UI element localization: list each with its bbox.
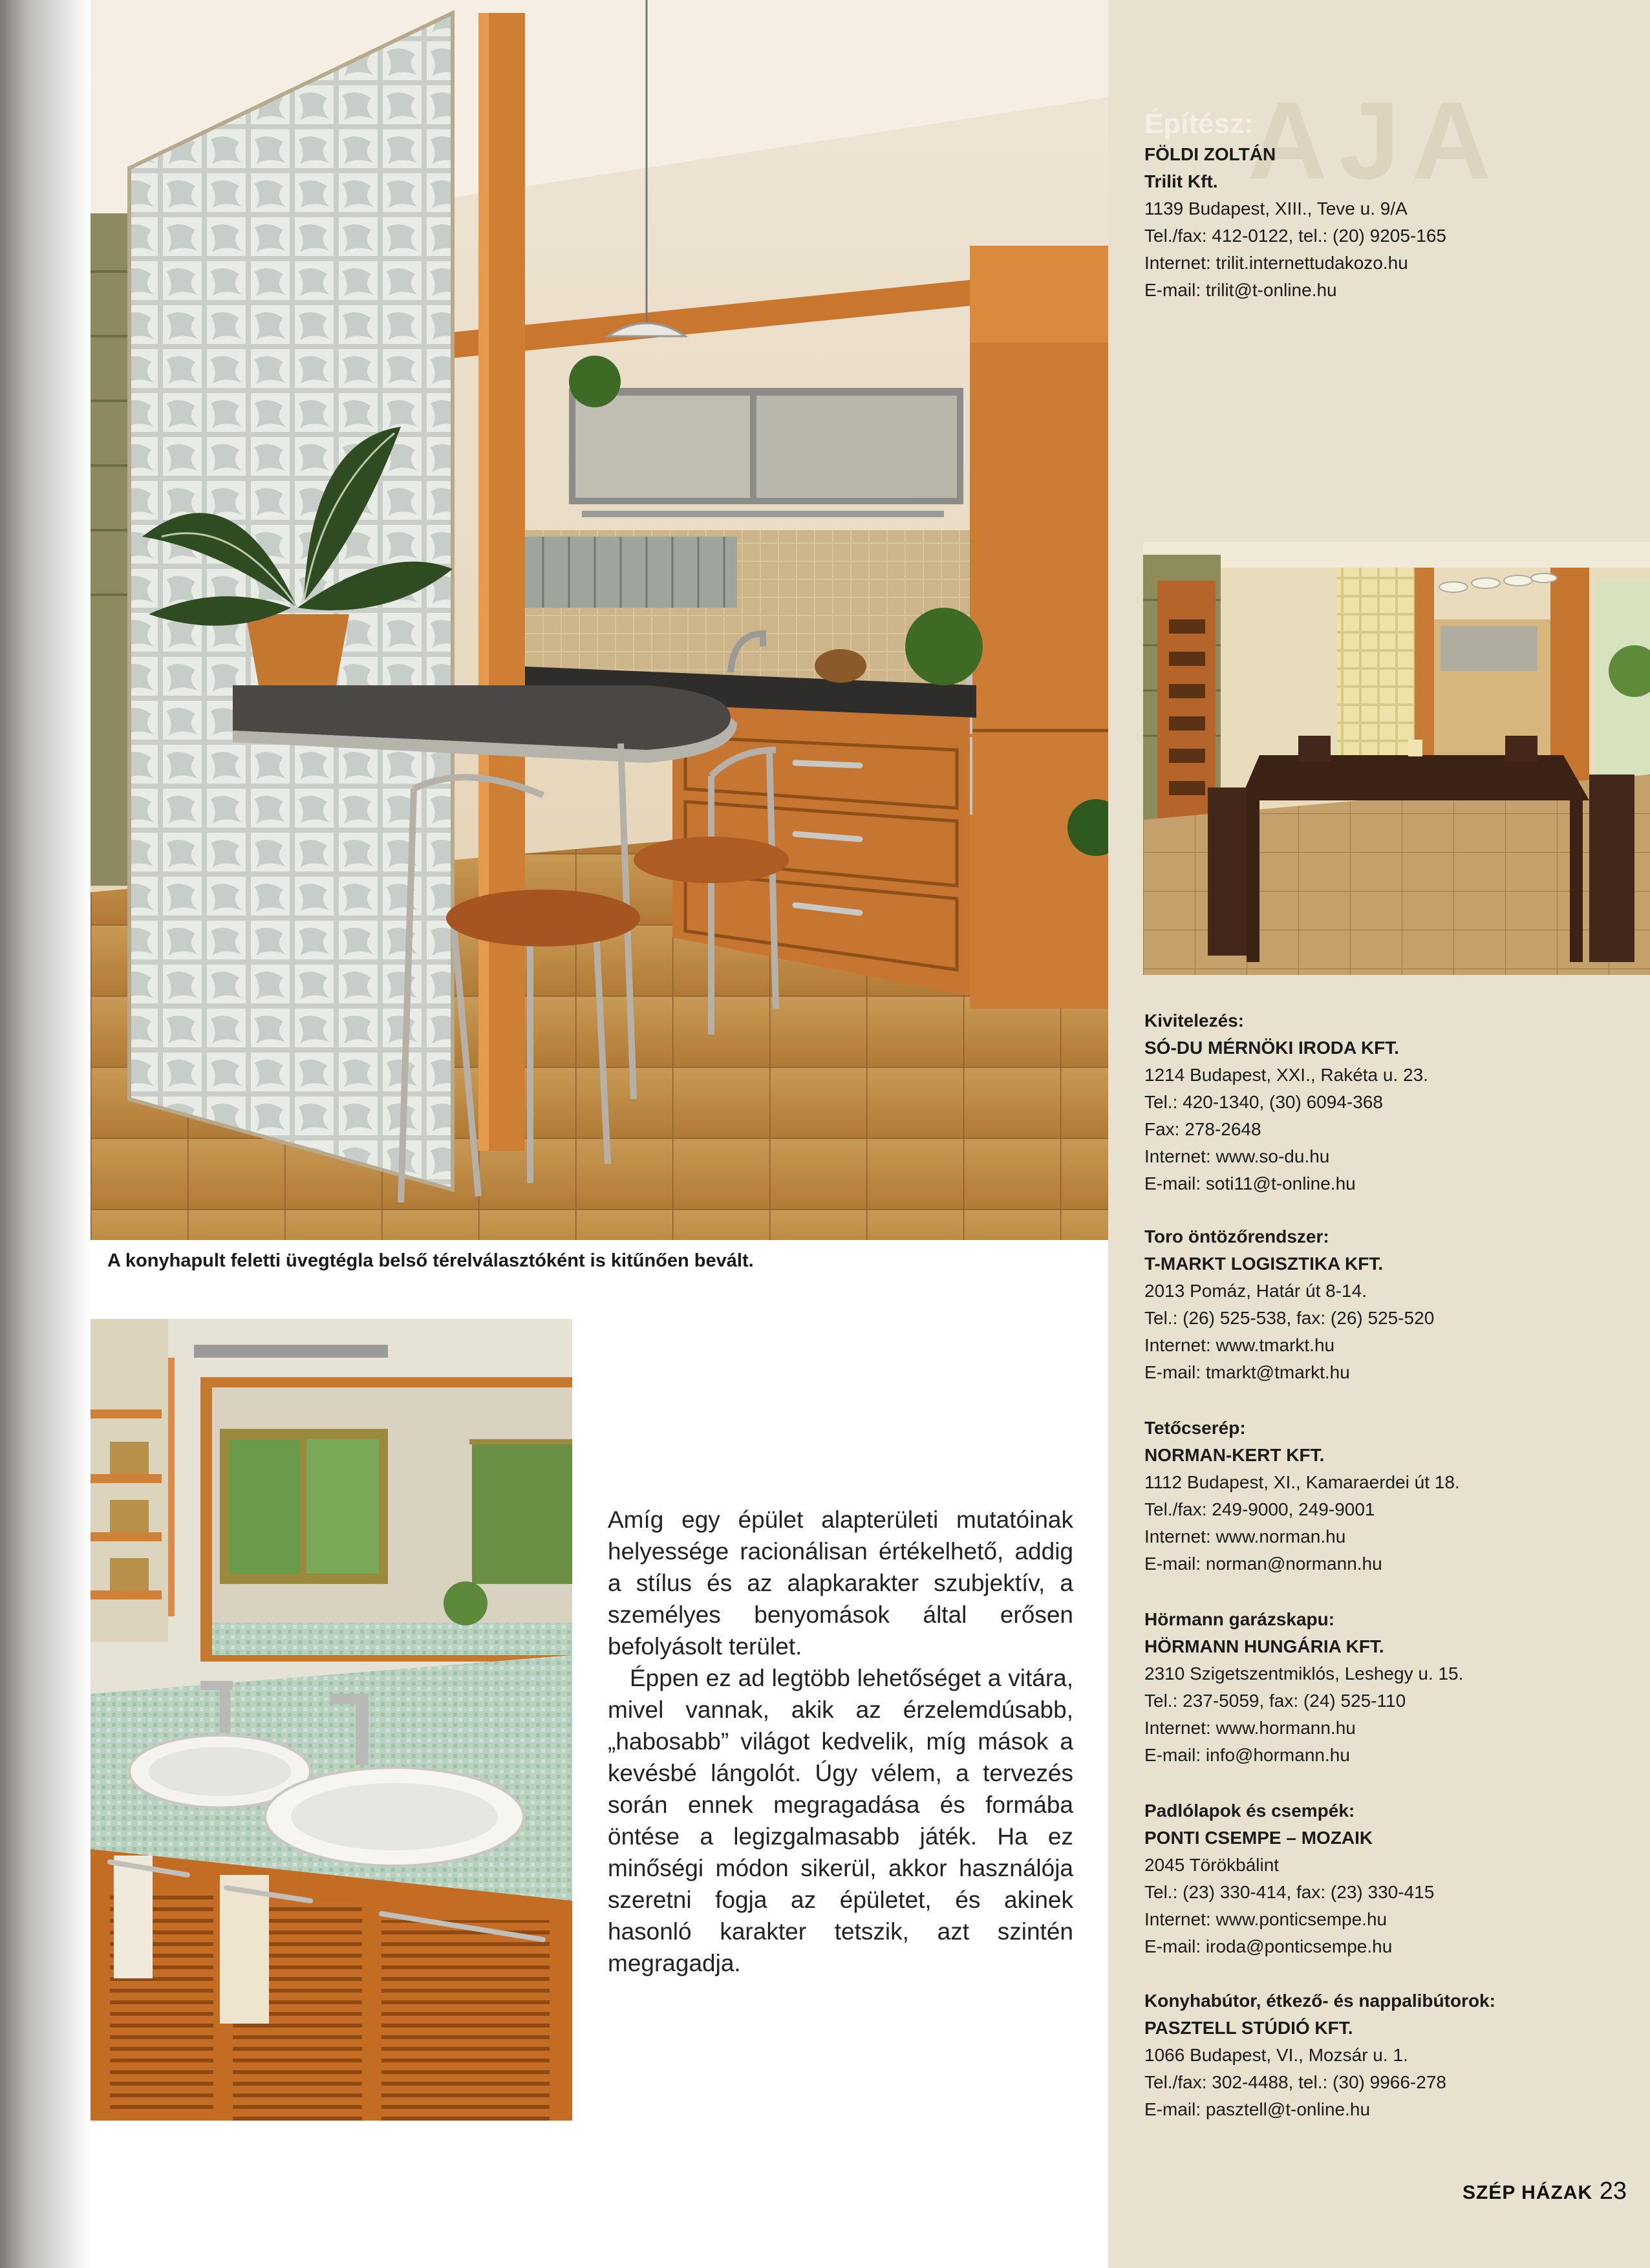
dining-room-photo [1143, 542, 1650, 975]
kitchen-caption: A konyhapult feletti üvegtégla belső térelválasztóként is kitűnően bevált. [107, 1250, 754, 1271]
page-footer [1462, 2177, 1627, 2205]
credit-company: T-MARKT LOGISZTIKA KFT. [1144, 1254, 1384, 1274]
credit-line: Internet: www.hormann.hu [1144, 1718, 1356, 1738]
credit-company: PASZTELL STÚDIÓ KFT. [1144, 2018, 1353, 2038]
credit-heading: Tetőcserép: [1144, 1418, 1246, 1438]
credit-company: HÖRMANN HUNGÁRIA KFT. [1144, 1636, 1384, 1656]
credit-company: PONTI CSEMPE – MOZAIK [1144, 1828, 1373, 1848]
article-body [608, 1504, 1073, 1979]
bathroom-photo [91, 1319, 572, 2121]
architect-company: Trilit Kft. [1144, 171, 1218, 191]
credit-line: Internet: www.tmarkt.hu [1144, 1335, 1335, 1355]
architect-credit [1144, 107, 1446, 304]
credit-line: E-mail: tmarkt@tmarkt.hu [1144, 1362, 1350, 1382]
credit-line: Fax: 278-2648 [1144, 1119, 1261, 1139]
magazine-name: SZÉP HÁZAK [1462, 2182, 1593, 2203]
credit-line: Tel.: (26) 525-538, fax: (26) 525-520 [1144, 1308, 1435, 1328]
credit-line: Tel.: (23) 330-414, fax: (23) 330-415 [1144, 1882, 1435, 1902]
page-gutter-shadow [0, 0, 91, 2268]
credit-block [1144, 1415, 1460, 1578]
credit-line: 2045 Törökbálint [1144, 1855, 1280, 1875]
credit-line: Tel./fax: 249-9000, 249-9001 [1144, 1499, 1375, 1519]
credit-heading: Toro öntözőrendszer: [1144, 1226, 1329, 1246]
body-paragraph: Amíg egy épület alapterületi mutatóinak helyessége racionálisan értékelhető, addig a stílus és az alapkarakter szubjektív, a személyes benyomások által erősen befolyásolt terület. [608, 1506, 1073, 1660]
credit-line: Internet: www.norman.hu [1144, 1526, 1346, 1546]
credit-heading: Kivitelezés: [1144, 1011, 1245, 1031]
credit-line: E-mail: soti11@t-online.hu [1144, 1173, 1356, 1193]
credit-company: NORMAN-KERT KFT. [1144, 1445, 1325, 1465]
credit-block [1144, 1606, 1463, 1769]
credit-line: E-mail: pasztell@t-online.hu [1144, 2099, 1371, 2119]
architect-name: FÖLDI ZOLTÁN [1144, 144, 1276, 164]
credit-line: 2310 Szigetszentmiklós, Leshegy u. 15. [1144, 1664, 1464, 1684]
credit-block [1144, 1223, 1434, 1386]
credit-line: 1066 Budapest, VI., Mozsár u. 1. [1144, 2045, 1408, 2065]
architect-line: 1139 Budapest, XIII., Teve u. 9/A [1144, 198, 1408, 219]
credit-line: Tel.: 420-1340, (30) 6094-368 [1144, 1092, 1383, 1112]
credit-heading: Konyhabútor, étkező- és nappalibútorok: [1144, 1991, 1495, 2011]
credit-line: E-mail: norman@normann.hu [1144, 1554, 1382, 1574]
credit-line: 2013 Pomáz, Határ út 8-14. [1144, 1281, 1367, 1301]
ghost-watermark-letters: AJA [1248, 80, 1503, 202]
credit-line: Internet: www.ponticsempe.hu [1144, 1909, 1388, 1929]
credit-heading: Padlólapok és csempék: [1144, 1801, 1355, 1821]
credit-line: 1112 Budapest, XI., Kamaraerdei út 18. [1144, 1472, 1460, 1492]
credit-line: Tel.: 237-5059, fax: (24) 525-110 [1144, 1691, 1406, 1711]
kitchen-photo [91, 0, 1108, 1240]
credit-line: Tel./fax: 302-4488, tel.: (30) 9966-278 [1144, 2072, 1446, 2092]
credit-block [1144, 1987, 1495, 2123]
architect-heading: Építész: [1144, 108, 1254, 140]
credit-line: Internet: www.so-du.hu [1144, 1146, 1330, 1166]
credit-heading: Hörmann garázskapu: [1144, 1609, 1335, 1629]
credit-line: E-mail: info@hormann.hu [1144, 1745, 1350, 1765]
credit-company: SÓ-DU MÉRNÖKI IRODA KFT. [1144, 1038, 1400, 1058]
architect-line: Internet: trilit.internettudakozo.hu [1144, 253, 1408, 273]
architect-line: E-mail: trilit@t-online.hu [1144, 280, 1337, 300]
credit-block [1144, 1007, 1428, 1197]
credit-block [1144, 1797, 1434, 1960]
body-paragraph: Éppen ez ad legtöbb lehetőséget a vitára, mivel vannak, akik az érzelemdúsabb, „habosabb” világot kedvelik, míg mások a kevésbé lángolót. Úgy vélem, a tervezés során ennek megragadása és formába öntése a legizgalmasabb játék. Ha ez minőségi módon sikerül, akkor használója szeretni fogja az épületet, és akinek hasonló karakter tetszik, azt szintén megragadja. [608, 1665, 1073, 1976]
credit-line: E-mail: iroda@ponticsempe.hu [1144, 1936, 1393, 1956]
architect-line: Tel./fax: 412-0122, tel.: (20) 9205-165 [1144, 226, 1446, 246]
page-number: 23 [1599, 2177, 1627, 2205]
credit-line: 1214 Budapest, XXI., Rakéta u. 23. [1144, 1065, 1428, 1085]
